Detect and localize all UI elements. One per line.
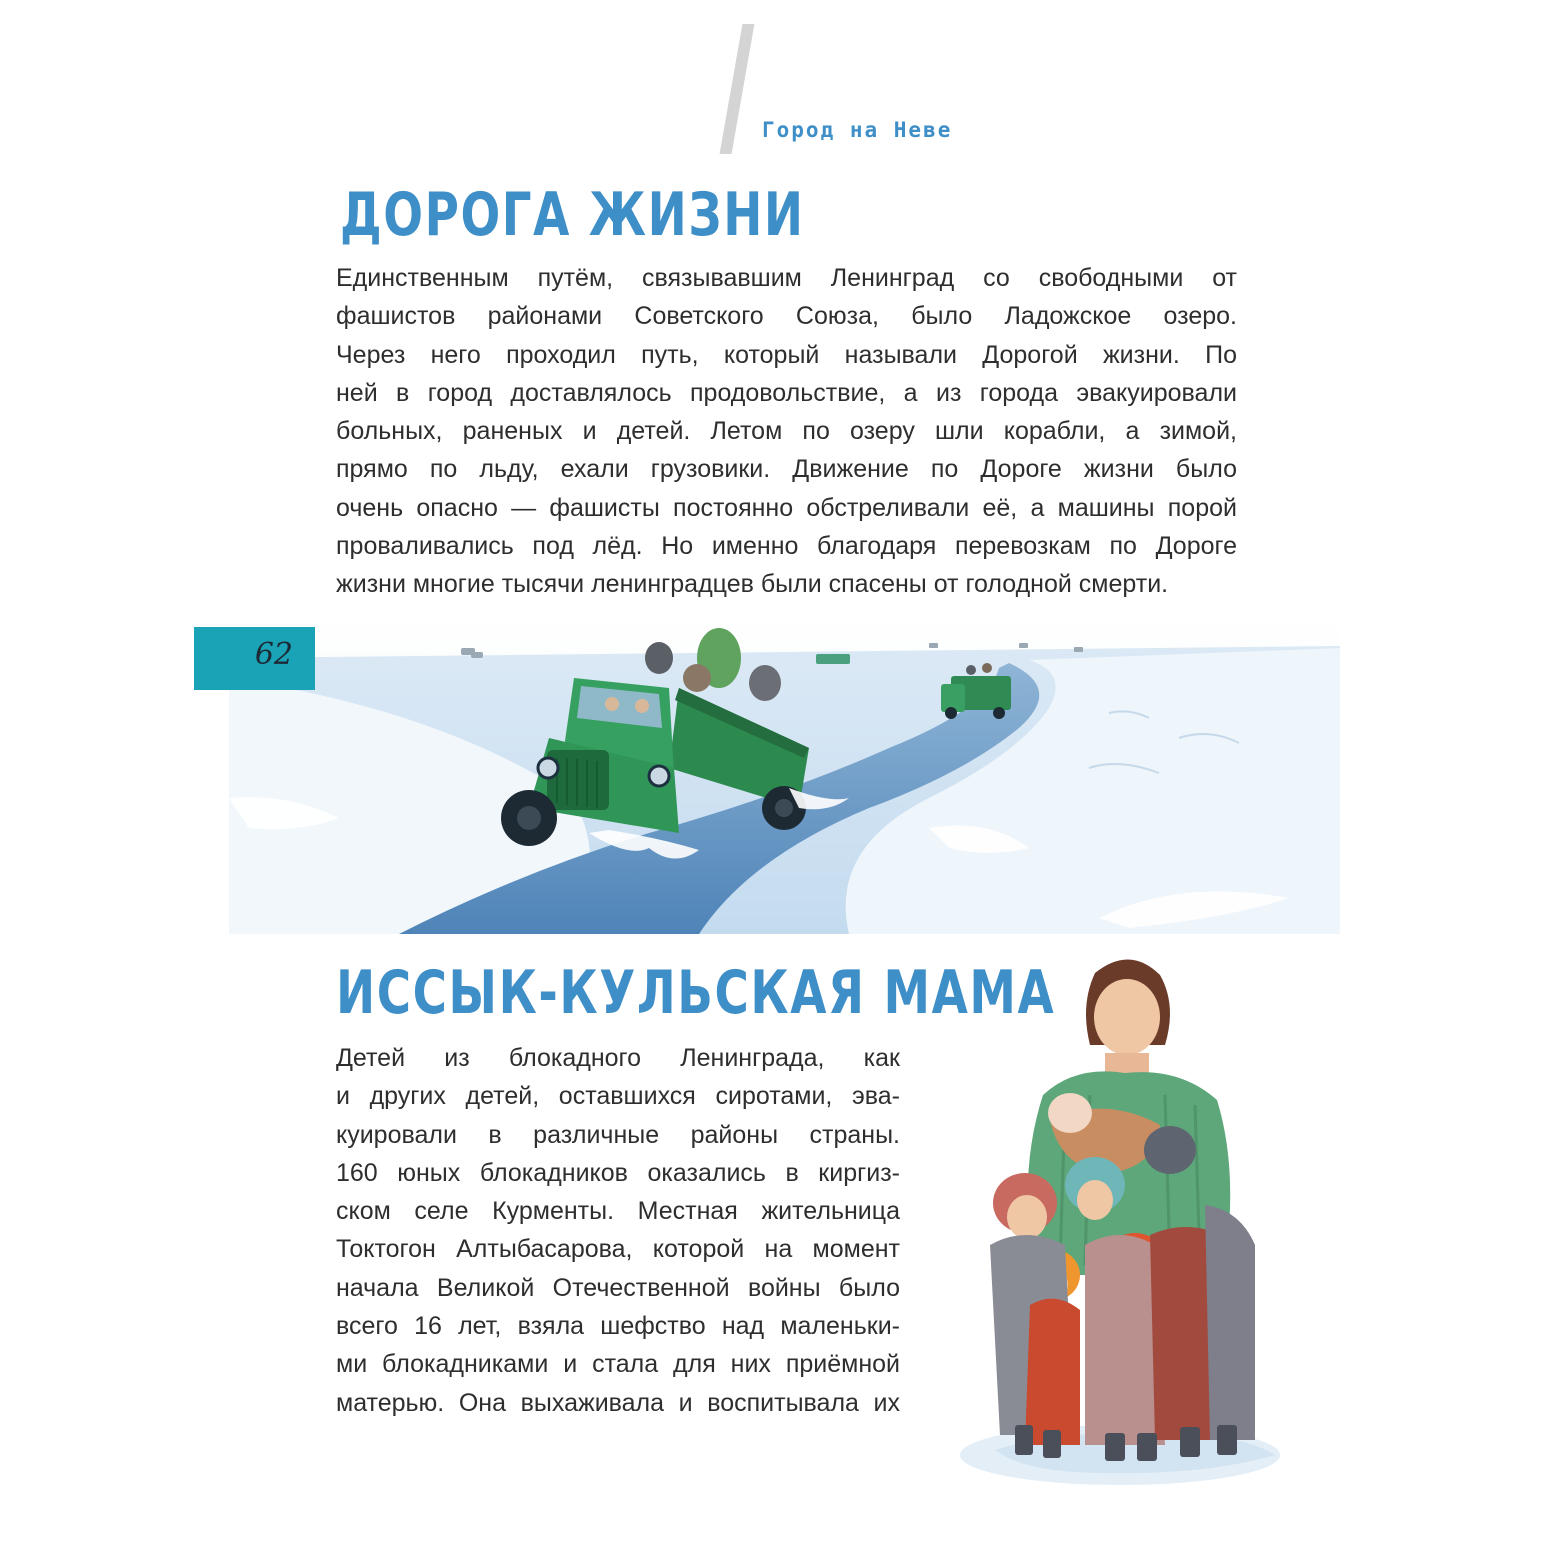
text-line: очень опасно — фашисты постоянно обстреливали её, а машины порой [336,493,1237,522]
text-line: Через него проходил путь, который называли Дорогой жизни. По [336,340,1237,369]
section-title-road-of-life: ДОРОГА ЖИЗНИ [340,180,805,250]
text-line: всего 16 лет, взяла шефство над маленьки- [336,1312,900,1341]
woman-with-children-illustration [955,945,1285,1490]
text-line: матерью. Она выхаживала и воспитывала их [336,1388,900,1417]
text-line: жизни многие тысячи ленинградцев были спасены от голодной смерти. [336,570,1169,599]
running-header: Город на Неве [762,118,953,142]
header-divider-slash [720,24,755,154]
text-line: ском селе Курменты. Местная жительница [336,1197,900,1226]
text-line: начала Великой Отечественной войны было [336,1273,900,1302]
section-title-issyk-kul-mother: ИССЫК-КУЛЬСКАЯ МАМА [336,958,1056,1028]
text-line: Единственным путём, связывавшим Ленинград со свободными от [336,264,1237,292]
text-line: 160 юных блокадников оказались в киргиз- [336,1158,900,1187]
text-line: Токтогон Алтыбасарова, которой на момент [336,1235,900,1264]
text-line: и других детей, оставшихся сиротами, эва- [336,1082,900,1111]
text-line: больных, раненых и детей. Летом по озеру шли корабли, а зимой, [336,417,1237,446]
text-line: фашистов районами Советского Союза, было Ладожское озеро. [336,302,1237,331]
ice-road-illustration [229,618,1340,934]
text-line: ми блокадниками и стала для них приёмной [336,1350,900,1379]
section-body-issyk-kul-mother [336,1039,900,1422]
text-line: проваливались под лёд. Но именно благодаря перевозкам по Дороге [336,532,1237,561]
section-body-road-of-life [336,259,1237,604]
text-line: куировали в различные районы страны. [336,1120,900,1149]
text-line: прямо по льду, ехали грузовики. Движение по Дороге жизни было [336,455,1237,484]
text-line: Детей из блокадного Ленинграда, как [336,1044,900,1072]
page-number-tab [194,627,315,690]
text-line: ней в город доставлялось продовольствие, а из города эвакуировали [336,378,1237,407]
page-number: 62 [254,637,293,672]
